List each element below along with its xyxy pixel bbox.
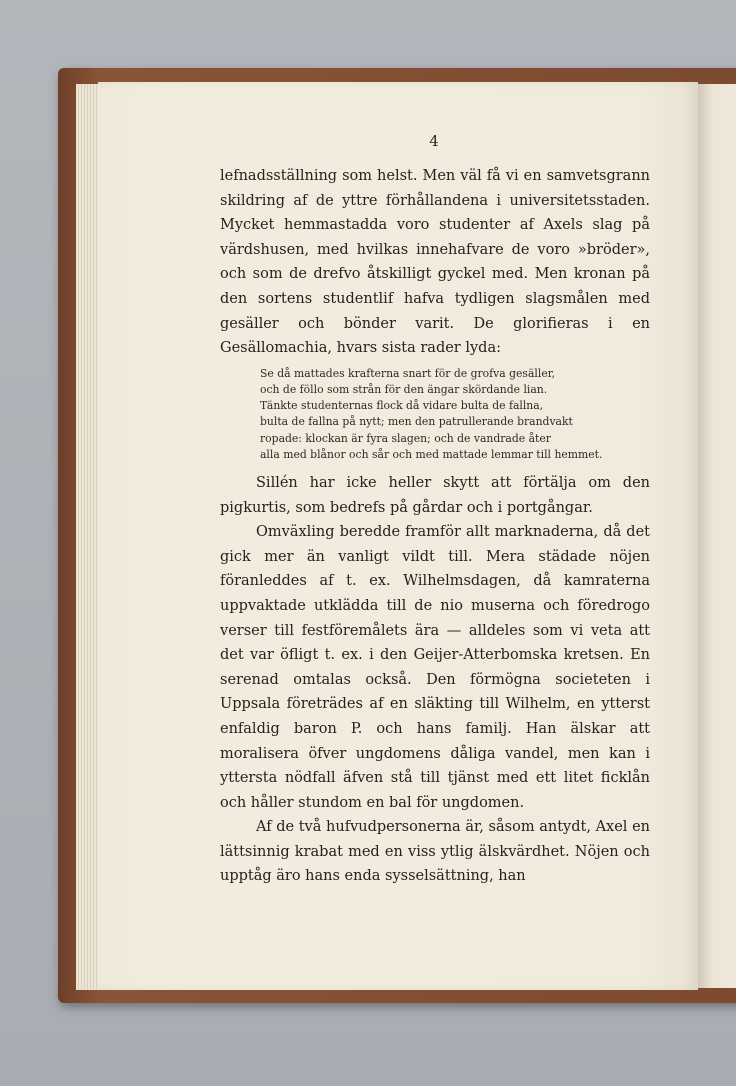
book-page (98, 82, 698, 990)
verse-line: Se då mattades krafterna snart för de grofva gesäller, (260, 366, 556, 380)
verse-line: och de föllo som strån för den ängar skördande lian. (260, 382, 548, 396)
verse-line: ropade: klockan är fyra slagen; och de vandrade åter (260, 431, 551, 445)
paragraph-2: Sillén har icke heller skytt att förtälja om den pigkurtis, som bedrefs på gårdar och i portgångar. (220, 474, 650, 516)
verse-line: Tänkte studenternas flock då vidare bulta de fallna, (260, 399, 544, 413)
page-edges (76, 84, 100, 990)
paragraph-3: Omväxling beredde framför allt marknaderna, då det gick mer än vanligt vildt till. Mera städade nöjen föranleddes af t. ex. Wilhelmsdagen, då kamraterna uppvaktade utklädda till de nio muserna och föredrogo verser till festföremålets ära — alldeles som vi veta att det var öfligt t. ex. i den Geijer-Atterbomska kretsen. En serenad omtalas också. Den förmögna societeten i Uppsala företrädes af en släkting till Wilhelm, en ytterst enfaldig baron P. och hans familj. Han älskar att moralisera öfver ungdomens dåliga vandel, men kan i yttersta nödfall äfven stå till tjänst med ett litet ficklån och håller stundom en bal för ungdomen. (220, 524, 650, 811)
verse-line: alla med blånor och sår och med mattade lemmar till hemmet. (260, 447, 603, 461)
verse-quote (260, 366, 650, 463)
page-number: 4 (429, 132, 439, 150)
paragraph-1: lefnadsställning som helst. Men väl få vi en samvetsgrann skildring af de yttre förhållandena i universitetsstaden. Mycket hemmastadda voro studenter af Axels slag på värdshusen, med hvilkas innehafvare de voro »bröder», och som de drefvo åtskilligt gyckel med. Men kronan på den sortens studentlif hafva tydligen slagsmålen med gesäller och bönder varit. De glorifieras i en Gesällomachia, hvars sista rader lyda: (220, 168, 650, 357)
paragraph-4: Af de två hufvudpersonerna är, såsom antydt, Axel en lättsinnig krabat med en viss ytlig älskvärdhet. Nöjen och upptåg äro hans enda sysselsättning, han (220, 819, 650, 885)
page-body (220, 164, 650, 889)
next-page-edge (698, 84, 736, 988)
verse-line: bulta de fallna på nytt; men den patrullerande brandvakt (260, 415, 573, 429)
